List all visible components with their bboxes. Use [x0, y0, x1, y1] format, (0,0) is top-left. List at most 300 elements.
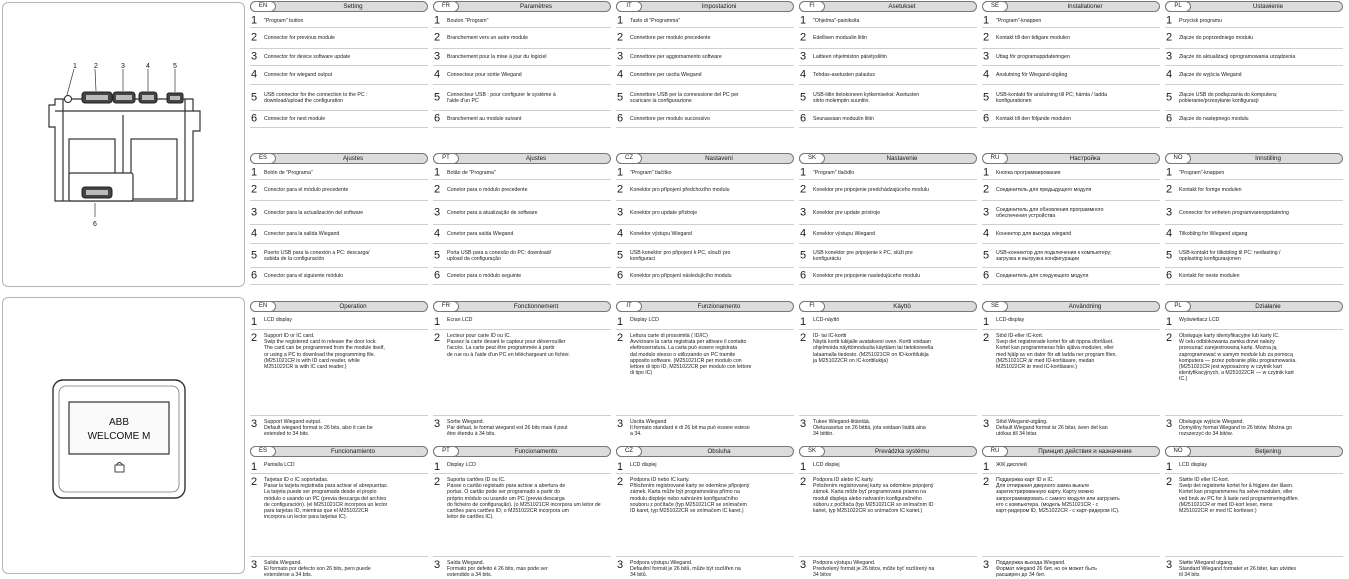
section-title: Setting — [343, 3, 363, 10]
item-text: Support Wiegand output. Default wiegand format is 26 bits, also it can be extended to 34 bits. — [264, 419, 373, 438]
item-text: Suporta cartões ID ou IC. Passe o cartão registado para activar a abertura de portas. O cartão pode ser programado a partir do próprio módulo ou usando um PC (previa descarga do ficheiro de configuração). (o M251021CR incorpora um leitor de cartões para cartões ID; o M251022CR incorpora um leitor de cartões IC). — [447, 477, 601, 521]
lang-column-fi — [799, 301, 977, 450]
item-number: 1 — [434, 166, 441, 178]
item-number: 3 — [800, 50, 807, 63]
item-number: 3 — [617, 418, 624, 430]
language-code-badge: RU — [982, 446, 1008, 457]
item-text: Ж/К дисплей — [996, 462, 1027, 468]
section-title: Användning — [1068, 303, 1102, 310]
list-item — [616, 225, 794, 244]
list-item — [250, 14, 428, 28]
list-item — [799, 459, 977, 474]
callout-5: 5 — [173, 63, 177, 70]
lang-column-pt — [433, 153, 611, 285]
item-number: 1 — [617, 316, 624, 328]
module-illustration-panel — [2, 2, 245, 287]
list-item — [250, 459, 428, 474]
item-number: 3 — [1166, 206, 1173, 218]
item-number: 6 — [617, 269, 624, 282]
item-text: Kontakt for forrige modulen — [1179, 186, 1242, 193]
item-number: 2 — [434, 183, 441, 196]
section-title: Działanie — [1255, 303, 1281, 310]
item-text: Støtte ID eller IC-kort. Sveip det registrerte kortet for å frigjøre der låsen. Kortet kan programmeres fra selve modulen, eller ved bruk av PC for å laste ned programmeringsfilen. (M251021CR er med ID-kort leser, mens M251022CR er med IC kortleser.) — [1179, 477, 1299, 515]
language-code-badge: SE — [982, 1, 1008, 12]
item-text: Conector para el siguiente módulo — [264, 272, 344, 279]
lang-column-en — [250, 1, 428, 128]
item-number: 2 — [983, 31, 990, 44]
language-code-badge: PT — [433, 153, 459, 164]
item-text: ID- tai IC-kortti Näytä kortti lukijalle avataksesi oven. Kortti voidaan ohjelmoida näyttömoduulia käyttäen tai tietokoneella lataamalla tiedosto. (M251021CR on ID-korttilukija ja M251022CR on IC-korttilukija) — [813, 333, 934, 364]
item-text: Støtte Wiegand utgang. Standard Wiegand formatet er 26 biter, kan utvides til 34 bits — [1179, 560, 1297, 579]
item-text: LCD-display — [996, 317, 1025, 323]
item-text: Tarjetas ID o IC soportadas. Pasar la tarjeta registrada para activar el abrepuertas. La tarjeta puede ser programada desde el propio módulo o usando un PC (previa descarga del archivo de configuración). (el M251021CR incorpora un lector para tarjetas ID, mientras que el M251022CR incorpora un lector para tarjetas IC). — [264, 477, 388, 521]
item-text: Tukee Wiegand-liitäntää. Oletusasetus on 26 bittiä, jota voidaan lisätä aina 34 bittiin. — [813, 419, 926, 438]
item-text: "Program"-knappen — [996, 17, 1042, 24]
item-text: Podpora ID nebo IC karty. Přiložením registrované karty se odemkne připojený zámek. Karta může být programována přímo na modulu displeje nebo nahráním konfiguračního souboru z počítače (typ M251021CR se snímačem ID karet, typ M251022CR se snímačem IC karet.) — [630, 477, 750, 515]
item-number: 3 — [434, 559, 441, 571]
item-number: 5 — [1166, 91, 1173, 103]
lang-column-no — [1165, 446, 1343, 579]
item-number: 4 — [1166, 68, 1173, 81]
list-item — [250, 330, 428, 416]
item-text: Złącze do poprzedniego modułu — [1179, 34, 1253, 41]
item-text: Konektor pro update přístroje — [630, 209, 698, 216]
list-item — [799, 416, 977, 450]
item-text: Konektor pro připojení předchozího modulu — [630, 186, 730, 193]
item-text: Botón de "Programa" — [264, 169, 313, 176]
item-number: 2 — [434, 332, 441, 344]
item-text: Złącze do wyjścia Wiegand — [1179, 71, 1242, 78]
item-number: 4 — [983, 68, 990, 81]
callout-2: 2 — [94, 63, 98, 70]
list-item — [982, 244, 1160, 268]
column-header — [799, 446, 977, 457]
list-item — [1165, 201, 1343, 225]
list-item — [433, 201, 611, 225]
item-number: 5 — [434, 249, 441, 261]
item-number: 2 — [251, 31, 258, 44]
item-number: 6 — [1166, 269, 1173, 282]
language-code-badge: EN — [250, 301, 276, 312]
item-number: 3 — [617, 206, 624, 218]
list-item — [799, 244, 977, 268]
section-title: Nastavení — [705, 155, 733, 162]
list-item — [1165, 111, 1343, 128]
item-number: 6 — [983, 269, 990, 282]
item-text: Saída Wiegand. Formato por defeito é 26 bits, mas pode ser estendido a 34 bits. — [447, 560, 548, 579]
item-text: Connector for device software update — [264, 53, 351, 60]
list-item — [616, 557, 794, 579]
item-text: Botão de "Programa" — [447, 169, 496, 176]
item-number: 2 — [1166, 332, 1173, 344]
list-item — [250, 474, 428, 557]
item-number: 2 — [800, 476, 807, 488]
item-number: 1 — [983, 316, 990, 328]
item-text: Connettore USB per la connessione del PC per scaricare la configurazione — [630, 91, 739, 104]
list-item — [799, 474, 977, 557]
list-item — [799, 180, 977, 201]
section-title: Operation — [339, 303, 367, 310]
item-text: Tehdas-asetusten palautus — [813, 71, 876, 78]
item-text: Stöd ID-eller IC-kort. Svep det registrerade kortet för att öppna dörrlåset. Kortet kan programmeras från själva modulen, eller med hjälp av en dator för att ladda ner program filen. (M251021CR är med ID-kortläsare, medan M251022CR är med IC-kortläsare.) — [996, 333, 1117, 371]
list-item — [799, 111, 977, 128]
item-text: Tasto di "Programma" — [630, 17, 681, 24]
list-item — [433, 14, 611, 28]
item-number: 2 — [1166, 31, 1173, 44]
list-item — [616, 85, 794, 111]
language-code-badge: FI — [799, 1, 825, 12]
list-item — [799, 66, 977, 85]
list-item — [982, 66, 1160, 85]
lang-column-sk — [799, 446, 977, 579]
item-text: Conetor para o módulo seguinte — [447, 272, 522, 279]
item-number: 3 — [1166, 418, 1173, 430]
list-item — [982, 474, 1160, 557]
list-item — [433, 166, 611, 180]
list-item — [982, 330, 1160, 416]
list-item — [250, 180, 428, 201]
item-text: Kontakt till den tidigare modulen — [996, 34, 1070, 41]
item-number: 2 — [1166, 476, 1173, 488]
list-item — [250, 557, 428, 579]
list-item — [616, 166, 794, 180]
list-item — [616, 180, 794, 201]
item-text: Stöd Wiegand-utgång. Default Wiegand format är 26 bitar, även det kan utökas till 34 bitar. — [996, 419, 1108, 438]
list-item — [616, 14, 794, 28]
item-number: 3 — [983, 206, 990, 218]
section-title: Принцип действия и назначение — [1038, 448, 1132, 455]
item-number: 2 — [617, 31, 624, 44]
lang-column-pl — [1165, 301, 1343, 450]
item-number: 4 — [617, 227, 624, 240]
item-text: Sortie Wiegand. Par défaut, le format wiegand est 26 bits mais il peut être étendu à 34 bits. — [447, 419, 568, 438]
item-text: Lecteur pour carte ID ou IC. Passez la carte devant le capteur pour déverrouiller l'accès. La carte peut être programmée à partir de rue ou à l'aide d'un PC en téléchargeant un fichier. — [447, 333, 571, 358]
item-number: 3 — [251, 559, 258, 571]
language-code-badge: PT — [433, 446, 459, 457]
list-item — [1165, 66, 1343, 85]
item-number: 2 — [983, 332, 990, 344]
item-text: Соединитель для предыдущего модуля — [996, 186, 1092, 193]
display-illustration-panel — [2, 297, 245, 574]
column-header — [616, 153, 794, 164]
item-number: 5 — [617, 249, 624, 261]
item-number: 3 — [434, 418, 441, 430]
item-text: Connettore per uscita Wiegand — [630, 71, 702, 78]
lang-column-cz — [616, 446, 794, 579]
list-item — [433, 416, 611, 450]
section-title: Настройка — [1069, 155, 1101, 162]
display-module-drawing — [3, 298, 246, 575]
list-item — [799, 201, 977, 225]
item-number: 1 — [1166, 461, 1173, 473]
list-item — [616, 28, 794, 49]
column-header — [433, 153, 611, 164]
item-text: USB konektor pro připojení k PC, slouží pro konfiguraci — [630, 249, 731, 262]
item-text: Коннектор для выхода wiegand — [996, 230, 1072, 237]
callout-4: 4 — [146, 63, 150, 70]
item-text: Conetor para saída Wiegand — [447, 230, 514, 237]
list-item — [799, 85, 977, 111]
item-text: Złącze USB do podłączania do komputera; pobieranie/przesyłanie konfiguracji — [1179, 91, 1278, 104]
item-text: Connector for previous module — [264, 34, 335, 41]
section-title: Funzionamento — [697, 303, 741, 310]
list-item — [982, 49, 1160, 66]
item-number: 1 — [800, 166, 807, 178]
language-code-badge: PL — [1165, 301, 1191, 312]
lcd-screen — [69, 402, 169, 454]
item-text: Konektor pro připojení následujícího modulu — [630, 272, 732, 279]
column-header — [616, 301, 794, 312]
item-text: Bouton "Program" — [447, 17, 489, 24]
lang-column-it — [616, 301, 794, 450]
list-item — [1165, 85, 1343, 111]
list-item — [982, 314, 1160, 330]
item-text: Puerto USB para la conexión a PC: descarga/ subida de la configuración — [264, 249, 370, 262]
section-title: Obsluha — [707, 448, 731, 455]
item-text: Display LCD — [630, 317, 659, 323]
item-number: 2 — [983, 183, 990, 196]
item-number: 1 — [983, 166, 990, 178]
list-item — [433, 557, 611, 579]
connector-module-drawing — [3, 3, 246, 288]
item-number: 4 — [434, 227, 441, 240]
callout-1: 1 — [73, 63, 77, 70]
item-text: Konektor pre pripojenie predchádzajúceho modulu — [813, 186, 929, 193]
item-number: 3 — [434, 50, 441, 63]
lang-column-fr — [433, 301, 611, 450]
list-item — [616, 268, 794, 285]
list-item — [433, 85, 611, 111]
item-number: 6 — [1166, 112, 1173, 125]
item-text: "Ohjelma"-painiksita — [813, 17, 860, 24]
item-text: Salida Wiegand. El formato por defecto son 26 bits, pero puede extenderse a 34 bits. — [264, 560, 371, 579]
list-item — [1165, 268, 1343, 285]
item-text: USB-kontakt för anslutning till PC; hämta / ladda konfigurationen — [996, 91, 1108, 104]
item-number: 5 — [617, 91, 624, 103]
item-number: 6 — [983, 112, 990, 125]
item-number: 1 — [983, 461, 990, 473]
column-header — [616, 1, 794, 12]
section-title: Käyttö — [893, 303, 911, 310]
section-title: Funcionamento — [514, 448, 558, 455]
module-body — [49, 99, 200, 201]
item-text: Branchement pour la mise à jour du logiciel — [447, 53, 547, 60]
item-number: 4 — [1166, 227, 1173, 240]
item-number: 2 — [1166, 183, 1173, 196]
item-text: Edellisen moduulin liitin — [813, 34, 867, 41]
column-header — [1165, 153, 1343, 164]
column-header — [433, 301, 611, 312]
item-text: Lettura carte di prossimità ( ID/IC) Avvicinare la carta registrata per attivare il contatto elettroserratura. La carta può essere registrata dal modulo stesso o utilizzando un PC tramite apposito software. (M251021CR per modulo con lettore di tipo ID, M251022CR per modulo con lettore di tipo IC) — [630, 333, 752, 377]
list-item — [250, 225, 428, 244]
item-text: Поддержка выхода Wiegand. Формат wiegand 26 бит, но он может быть расширен до 34 бит. — [996, 560, 1097, 579]
callout-3: 3 — [121, 63, 125, 70]
item-text: Konektor výstupu Wiegand — [630, 230, 692, 237]
list-item — [982, 225, 1160, 244]
item-number: 1 — [1166, 166, 1173, 178]
item-text: Connector for enheten programvareoppdatering — [1179, 209, 1289, 216]
lang-column-ru — [982, 446, 1160, 579]
list-item — [1165, 14, 1343, 28]
list-item — [1165, 244, 1343, 268]
item-number: 3 — [434, 206, 441, 218]
language-code-badge: IT — [616, 301, 642, 312]
lang-column-es — [250, 446, 428, 579]
column-header — [1165, 1, 1343, 12]
item-number: 1 — [617, 14, 624, 26]
lang-column-se — [982, 301, 1160, 450]
item-number: 6 — [434, 112, 441, 125]
item-number: 1 — [800, 316, 807, 328]
item-text: Tilkobling for Wiegand utgang — [1179, 230, 1248, 237]
item-text: Podpora výstupu Wiegand. Predvolený formát je 26 bitov, môže byť rozšírený na 34 bitov — [813, 560, 935, 579]
item-number: 2 — [800, 31, 807, 44]
item-text: Obsługuje karty identyfikacyjne lub karty IC. W celu odblokowania zamka drzwi należy przesunąć zarejestrowaną kartę. Można ją zaprogramować w samym module lub za pomocą komputera — przez pobranie pliku programowania. (M251021CR jest wyposażony w czytnik kart identyfikacyjnych, a M251022CR — w czytnik kart IC.) — [1179, 333, 1297, 383]
item-number: 1 — [251, 14, 258, 26]
item-number: 2 — [434, 476, 441, 488]
list-item — [799, 225, 977, 244]
item-number: 2 — [251, 183, 258, 196]
item-number: 5 — [434, 91, 441, 103]
item-number: 6 — [800, 269, 807, 282]
item-text: Kontakt till den följande modulen — [996, 115, 1071, 122]
item-number: 1 — [251, 461, 258, 473]
list-item — [433, 244, 611, 268]
item-text: Display LCD — [447, 462, 476, 468]
item-number: 1 — [251, 166, 258, 178]
column-header — [250, 1, 428, 12]
list-item — [982, 166, 1160, 180]
item-number: 5 — [983, 249, 990, 261]
item-text: Przycisk programu — [1179, 17, 1222, 24]
language-code-badge: CZ — [616, 153, 642, 164]
list-item — [250, 314, 428, 330]
item-text: Uttag för programuppdateringen — [996, 53, 1070, 60]
item-text: USB connector for the connection to the PC : download/upload the configuration — [264, 91, 368, 104]
item-text: Кнопка программирования — [996, 169, 1061, 176]
item-text: Złącze do następnego modułu — [1179, 115, 1249, 122]
list-item — [250, 111, 428, 128]
language-code-badge: ES — [250, 153, 276, 164]
list-item — [982, 14, 1160, 28]
item-text: Wyświetlacz LCD — [1179, 317, 1220, 323]
list-item — [616, 111, 794, 128]
item-text: Connettore per aggiornamento software — [630, 53, 722, 60]
language-code-badge: EN — [250, 1, 276, 12]
item-text: USB-liitin tietokoneen kytkemiseksi: Asetusten siirto molempiin suuntiin. — [813, 91, 920, 104]
column-header — [250, 153, 428, 164]
item-number: 4 — [251, 227, 258, 240]
item-text: Connector for wiegand output — [264, 71, 333, 78]
item-text: Connecteur pour sortie Wiegand — [447, 71, 522, 78]
item-number: 4 — [617, 68, 624, 81]
list-item — [433, 268, 611, 285]
item-text: USB-kontakt for tilkobling til PC: nedlasting / opplasting konfigurasjonen — [1179, 249, 1281, 262]
column-header — [1165, 446, 1343, 457]
list-item — [799, 557, 977, 579]
item-number: 4 — [434, 68, 441, 81]
column-header — [433, 446, 611, 457]
language-code-badge: NO — [1165, 153, 1191, 164]
item-text: Pantalla LCD — [264, 462, 295, 468]
column-header — [1165, 301, 1343, 312]
section-title: Paramètres — [520, 3, 552, 10]
list-item — [250, 201, 428, 225]
item-text: Kontakt for neste modulen — [1179, 272, 1240, 279]
column-header — [799, 153, 977, 164]
item-text: "Program" button — [264, 17, 304, 24]
item-number: 5 — [251, 249, 258, 261]
item-number: 4 — [983, 227, 990, 240]
language-code-badge: FR — [433, 1, 459, 12]
item-text: Obsługuje wyjście Wiegand. Domyślny format Wiegand to 26 bitów. Można go rozszerzyć do 34 bitów. — [1179, 419, 1292, 438]
list-item — [799, 28, 977, 49]
list-item — [1165, 180, 1343, 201]
section-title: Innstilling — [1255, 155, 1281, 162]
item-text: Support ID or IC card. Swip the registered card to release the door lock. The card can be programmed from the module itself, or using a PC to download the programming file. (M251021CR is with ID card reader, while M251022CR is with IC card reader.) — [264, 333, 385, 371]
list-item — [250, 85, 428, 111]
list-item — [799, 166, 977, 180]
item-text: Connecteur USB : pour configurer le système à l'aide d'un PC — [447, 91, 556, 104]
item-number: 3 — [983, 418, 990, 430]
lang-column-pt — [433, 446, 611, 579]
list-item — [1165, 314, 1343, 330]
list-item — [616, 330, 794, 416]
list-item — [433, 459, 611, 474]
item-text: Seuraavaan moduulin liitin — [813, 115, 874, 122]
item-number: 3 — [800, 559, 807, 571]
language-code-badge: RU — [982, 153, 1008, 164]
list-item — [616, 416, 794, 450]
lang-column-pl — [1165, 1, 1343, 128]
column-header — [616, 446, 794, 457]
language-code-badge: CZ — [616, 446, 642, 457]
item-number: 1 — [434, 461, 441, 473]
list-item — [250, 166, 428, 180]
list-item — [250, 28, 428, 49]
item-number: 5 — [251, 91, 258, 103]
list-item — [982, 459, 1160, 474]
list-item — [433, 111, 611, 128]
column-header — [982, 446, 1160, 457]
item-text: Porta USB para a conexão do PC: download/ upload da configuração — [447, 249, 552, 262]
language-code-badge: SK — [799, 446, 825, 457]
item-number: 5 — [1166, 249, 1173, 261]
item-text: Connettore per modulo successivo — [630, 115, 710, 122]
column-header — [982, 153, 1160, 164]
item-number: 3 — [800, 206, 807, 218]
item-number: 5 — [800, 91, 807, 103]
item-text: USB-коннектор для подключения к компьютеру; загрузка и выгрузка конфигурации — [996, 249, 1112, 262]
item-number: 4 — [800, 68, 807, 81]
item-number: 2 — [251, 332, 258, 344]
list-item — [250, 244, 428, 268]
list-item — [1165, 459, 1343, 474]
list-item — [799, 49, 977, 66]
item-text: Konektor pre update prístroje — [813, 209, 881, 216]
item-text: USB konektor pre pripojenie k PC, slúži pre konfiguráciu — [813, 249, 913, 262]
item-text: Branchement vers un autre module — [447, 34, 529, 41]
item-text: LCD display — [1179, 462, 1207, 468]
item-text: Podpora výstupu Wiegand. Defaultní formát je 26 bitů, může být rozšířen na 34 bitů. — [630, 560, 741, 579]
item-text: "Program" tlačidlo — [813, 169, 855, 176]
lang-column-cz — [616, 153, 794, 285]
item-number: 3 — [800, 418, 807, 430]
item-number: 2 — [251, 476, 258, 488]
list-item — [433, 474, 611, 557]
item-number: 3 — [251, 50, 258, 63]
item-number: 2 — [434, 31, 441, 44]
